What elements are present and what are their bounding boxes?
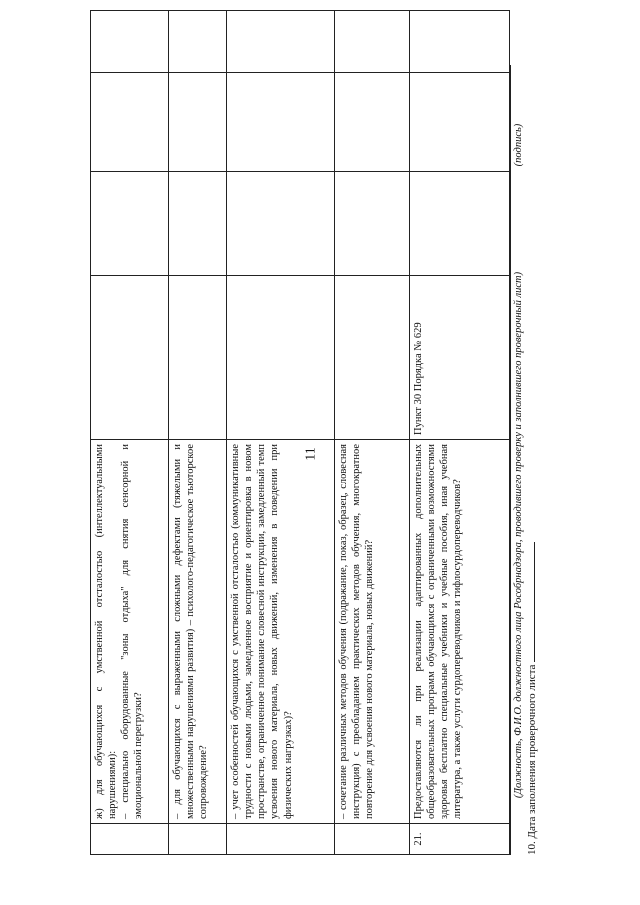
row-number: [169, 824, 227, 855]
rotated-document-body: [90, 65, 560, 855]
question-cell: [91, 440, 169, 824]
table-row: [169, 11, 227, 855]
legal-basis-cell: Пункт 30 Порядка № 629: [410, 276, 510, 440]
question-text: Предоставляются ли при реализации адаптированных дополнительных общеобразовательных программ обучающимся с ограниченными возможностями здоровья бесплатно специальные учебники и учебные пособия, иная учебная литература, а также услуги сурдопереводчиков и тифлосурдопереводчиков?: [413, 444, 464, 819]
answer-cell-no[interactable]: [227, 73, 335, 172]
question-text: – учет особенностей обучающихся с умственной отсталостью (коммуникативные трудности с новыми людьми, замедленное восприятие и ориентировка в новом пространстве, ограниченное понимание словесной инструкции, замедленный темп усвоения нового материала, новых движений, изменения в поведении при физических нагрузках)?: [230, 444, 294, 819]
signature-block: [510, 65, 524, 855]
answer-cell-na[interactable]: [91, 11, 169, 73]
answer-cell-no[interactable]: [410, 73, 510, 172]
legal-basis-cell: [227, 276, 335, 440]
date-label: 10. Дата заполнения проверочного листа: [526, 664, 538, 855]
signature-caption-sign: (подпись): [513, 123, 524, 167]
answer-cell-yes[interactable]: [91, 172, 169, 276]
answer-cell-na[interactable]: [335, 11, 410, 73]
row-number: [335, 824, 410, 855]
answer-cell-na[interactable]: [410, 11, 510, 73]
date-blank-line: [524, 542, 535, 662]
date-of-completion: [524, 65, 538, 855]
table-row: [410, 11, 510, 855]
row-number: [91, 824, 169, 855]
answer-cell-yes[interactable]: [410, 172, 510, 276]
question-text: – для обучающихся с выраженными сложными дефектами (тяжелыми и множественными нарушениями развития) – психолого-педагогическое тьюторское сопровождение?: [172, 444, 210, 819]
question-cell: [410, 440, 510, 824]
question-cell: [227, 440, 335, 824]
answer-cell-no[interactable]: [91, 73, 169, 172]
question-text: – сочетание различных методов обучения (подражание, показ, образец, словесная инструкция) с преобладанием практических методов обучения, многократное повторение для усвоения нового материала, новых движений?: [338, 444, 376, 819]
checklist-table: [90, 10, 510, 855]
table-row: [335, 11, 410, 855]
signature-caption-position: (Должность, Ф.И.О. должностного лица Рособрнадзора, проводившего проверку и заполнившего проверочный лист): [513, 271, 524, 799]
answer-cell-no[interactable]: [335, 73, 410, 172]
question-text: – специально оборудованные "зоны отдыха" для снятия сенсорной и эмоциональной перегрузки?: [120, 444, 145, 819]
answer-cell-na[interactable]: [227, 11, 335, 73]
table-row: [91, 11, 169, 855]
answer-cell-no[interactable]: [169, 73, 227, 172]
legal-basis-cell: [169, 276, 227, 440]
question-cell: [169, 440, 227, 824]
table-row: [227, 11, 335, 855]
answer-cell-yes[interactable]: [335, 172, 410, 276]
question-cell: [335, 440, 410, 824]
page-number: 11: [303, 447, 319, 461]
row-number: [227, 824, 335, 855]
signature-line: [510, 65, 511, 855]
row-number: 21.: [410, 824, 510, 855]
answer-cell-yes[interactable]: [169, 172, 227, 276]
legal-basis-cell: [91, 276, 169, 440]
answer-cell-na[interactable]: [169, 11, 227, 73]
answer-cell-yes[interactable]: [227, 172, 335, 276]
legal-basis-cell: [335, 276, 410, 440]
question-text: ж) для обучающихся с умственной отсталостью (интеллектуальными нарушениями):: [94, 444, 119, 819]
